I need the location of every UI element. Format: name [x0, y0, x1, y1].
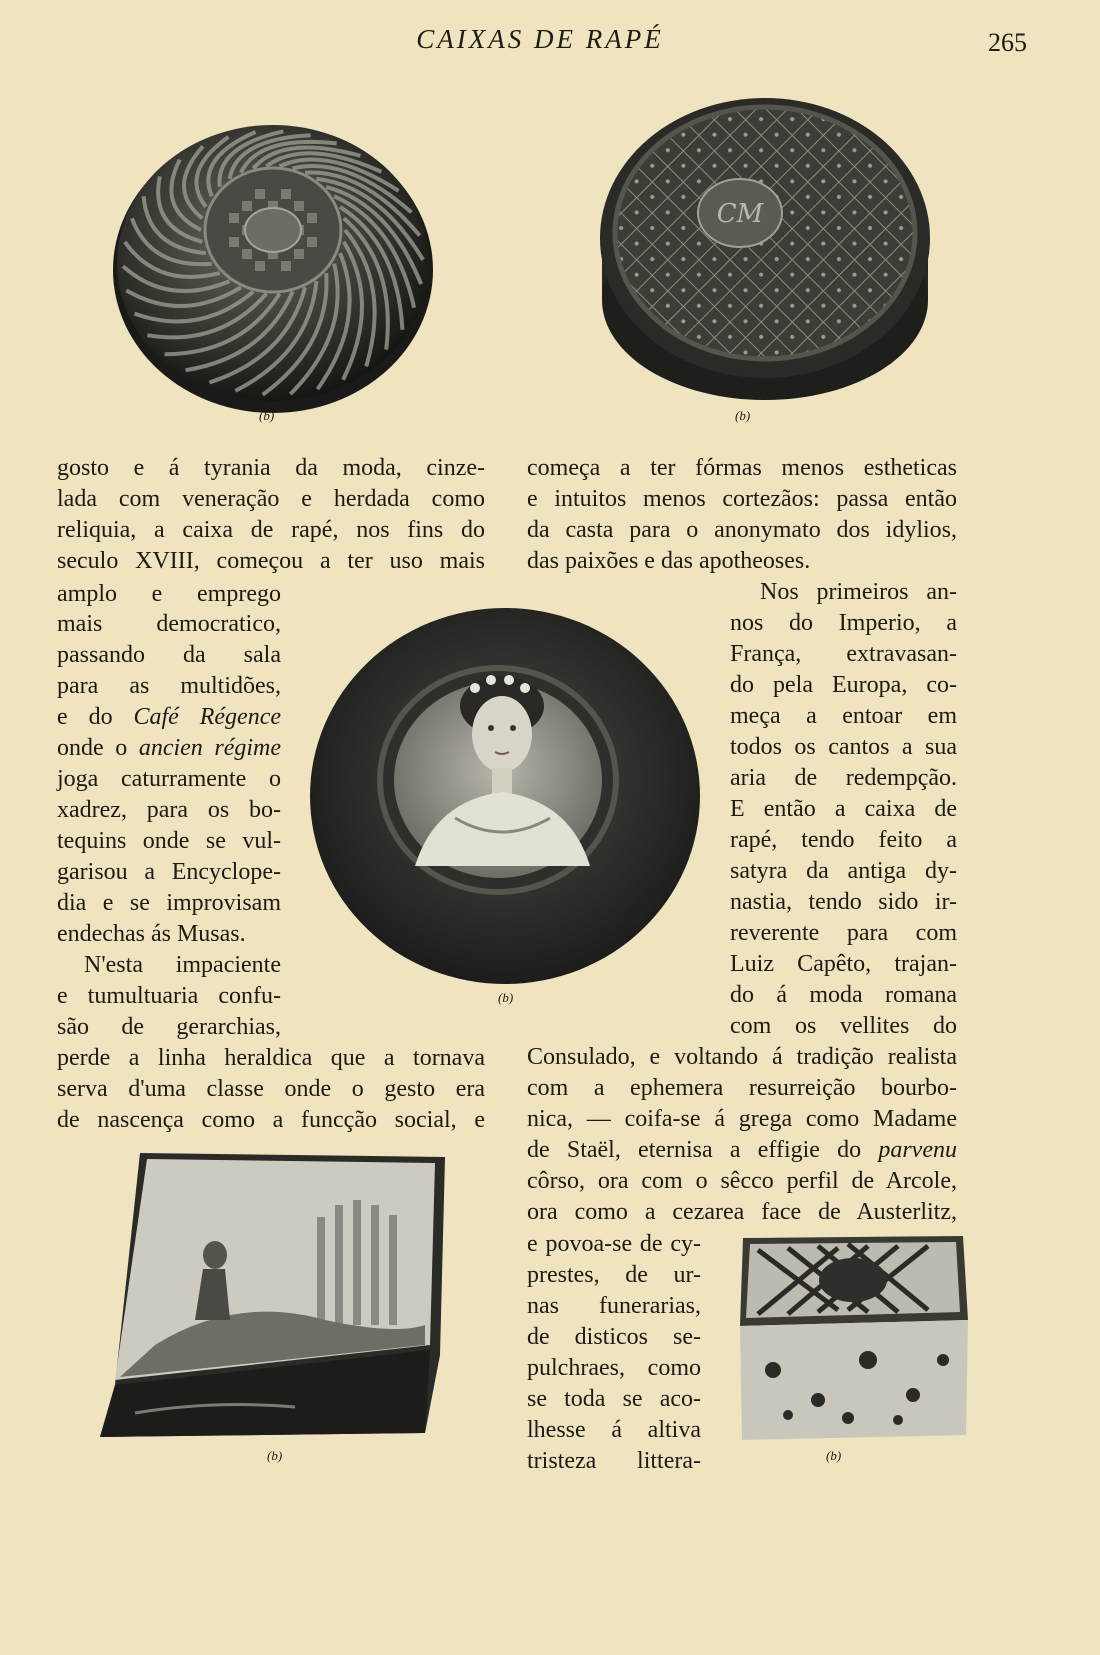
- text-line: tequins onde se vul-: [57, 828, 281, 854]
- text-line: das paixões e das apotheoses.: [527, 548, 811, 574]
- italic-phrase: parvenu: [878, 1137, 957, 1163]
- snuffbox-lattice-monogram-image: [590, 88, 940, 408]
- text-line: lhesse á altiva: [527, 1417, 701, 1443]
- text-line: mais democratico,: [57, 611, 281, 637]
- text-line: gosto e á tyrania da moda, cinze-: [57, 455, 485, 481]
- text-line: passando da sala: [57, 642, 281, 668]
- text-line: amplo e emprego: [57, 581, 281, 607]
- snuffbox-spiral-lid-image: [108, 118, 438, 418]
- text-line: aria de redempção.: [730, 765, 957, 791]
- figure-caption-top-left: (b): [259, 408, 275, 423]
- text-line: e tumultuaria confu-: [57, 983, 281, 1009]
- text-line: começa a ter fórmas menos estheticas: [527, 455, 957, 481]
- text-line: de disticos se-: [527, 1324, 701, 1350]
- text-line: onde o ancien régime: [57, 735, 282, 761]
- text-line: do á moda romana: [730, 982, 957, 1008]
- text-line: e intuitos menos cortezãos: passa então: [527, 486, 957, 512]
- text-line: reverente para com: [730, 920, 957, 946]
- text-line: se toda se aco-: [527, 1386, 701, 1412]
- italic-phrase: ancien régime: [138, 735, 282, 761]
- text-line: ora como a cezarea face de Austerlitz,: [527, 1199, 957, 1225]
- text-line: tristeza littera-: [527, 1448, 701, 1474]
- text-line: de Staël, eternisa a effigie do parvenu: [527, 1137, 957, 1163]
- text-line: França, extravasan-: [730, 641, 957, 667]
- figure-caption-bottom-right: (b): [826, 1448, 842, 1463]
- text-line: reliquia, a caixa de rapé, nos fins do: [57, 517, 485, 543]
- text-line: são de gerarchias,: [57, 1014, 281, 1040]
- text-line: Consulado, e voltando á tradição realista: [527, 1044, 957, 1070]
- text-line: joga caturramente o: [57, 766, 281, 792]
- text-line: nica, — coifa-se á grega como Madame: [527, 1106, 957, 1132]
- figure-caption-top-right: (b): [735, 408, 751, 423]
- text-line: e povoa-se de cy-: [527, 1231, 701, 1257]
- text-line: Nos primeiros an-: [760, 579, 957, 605]
- text-line: côrso, ora com o sêcco perfil de Arcole,: [527, 1168, 957, 1194]
- text-line: rapé, tendo feito a: [730, 827, 957, 853]
- text-line: xadrez, para os bo-: [57, 797, 281, 823]
- text-line: nas funerarias,: [527, 1293, 701, 1319]
- text-line: para as multidões,: [57, 673, 281, 699]
- italic-phrase: Café Régence: [133, 704, 281, 730]
- text-line: nos do Imperio, a: [730, 610, 957, 636]
- text-line: com a ephemera resurreição bourbo-: [527, 1075, 957, 1101]
- text-line: e do Café Régence: [57, 704, 281, 730]
- text-line: garisou a Encyclope-: [57, 859, 281, 885]
- text-line: meça a entoar em: [730, 703, 957, 729]
- monogram-text: CM: [716, 199, 764, 229]
- text-line: dia e se improvisam: [57, 890, 281, 916]
- text-line: N'esta impaciente: [84, 952, 281, 978]
- text-line: serva d'uma classe onde o gesto era: [57, 1076, 485, 1102]
- text-line: todos os cantos a sua: [730, 734, 957, 760]
- snuffbox-portrait-miniature-image: [305, 596, 703, 988]
- text-line: com os vellites do: [730, 1013, 957, 1039]
- text-line: E então a caixa de: [730, 796, 957, 822]
- page-number: 265: [988, 28, 1027, 57]
- text-line: nastia, tendo sido ir-: [730, 889, 957, 915]
- text-line: prestes, de ur-: [527, 1262, 701, 1288]
- running-title: CAIXAS DE RAPÉ: [416, 24, 664, 54]
- text-line: satyra da antiga dy-: [730, 858, 957, 884]
- text-line: lada com veneração e herdada como: [57, 486, 485, 512]
- text-line: do pela Europa, co-: [730, 672, 957, 698]
- text-line: endechas ás Musas.: [57, 921, 246, 947]
- text-line: seculo XVIII, começou a ter uso mais: [57, 548, 485, 574]
- text-line: pulchraes, como: [527, 1355, 701, 1381]
- text-line: perde a linha heraldica que a tornava: [57, 1045, 485, 1071]
- figure-caption-bottom-left: (b): [267, 1448, 283, 1463]
- text-line: da casta para o anonymato dos idylios,: [527, 517, 957, 543]
- snuffbox-pastoral-scene-image: [95, 1145, 450, 1440]
- text-line: de nascença como a funcção social, e: [57, 1107, 485, 1133]
- snuffbox-decorated-rectangular-image: [728, 1230, 978, 1445]
- text-line: Luiz Capêto, trajan-: [730, 951, 957, 977]
- figure-caption-center: (b): [498, 990, 514, 1005]
